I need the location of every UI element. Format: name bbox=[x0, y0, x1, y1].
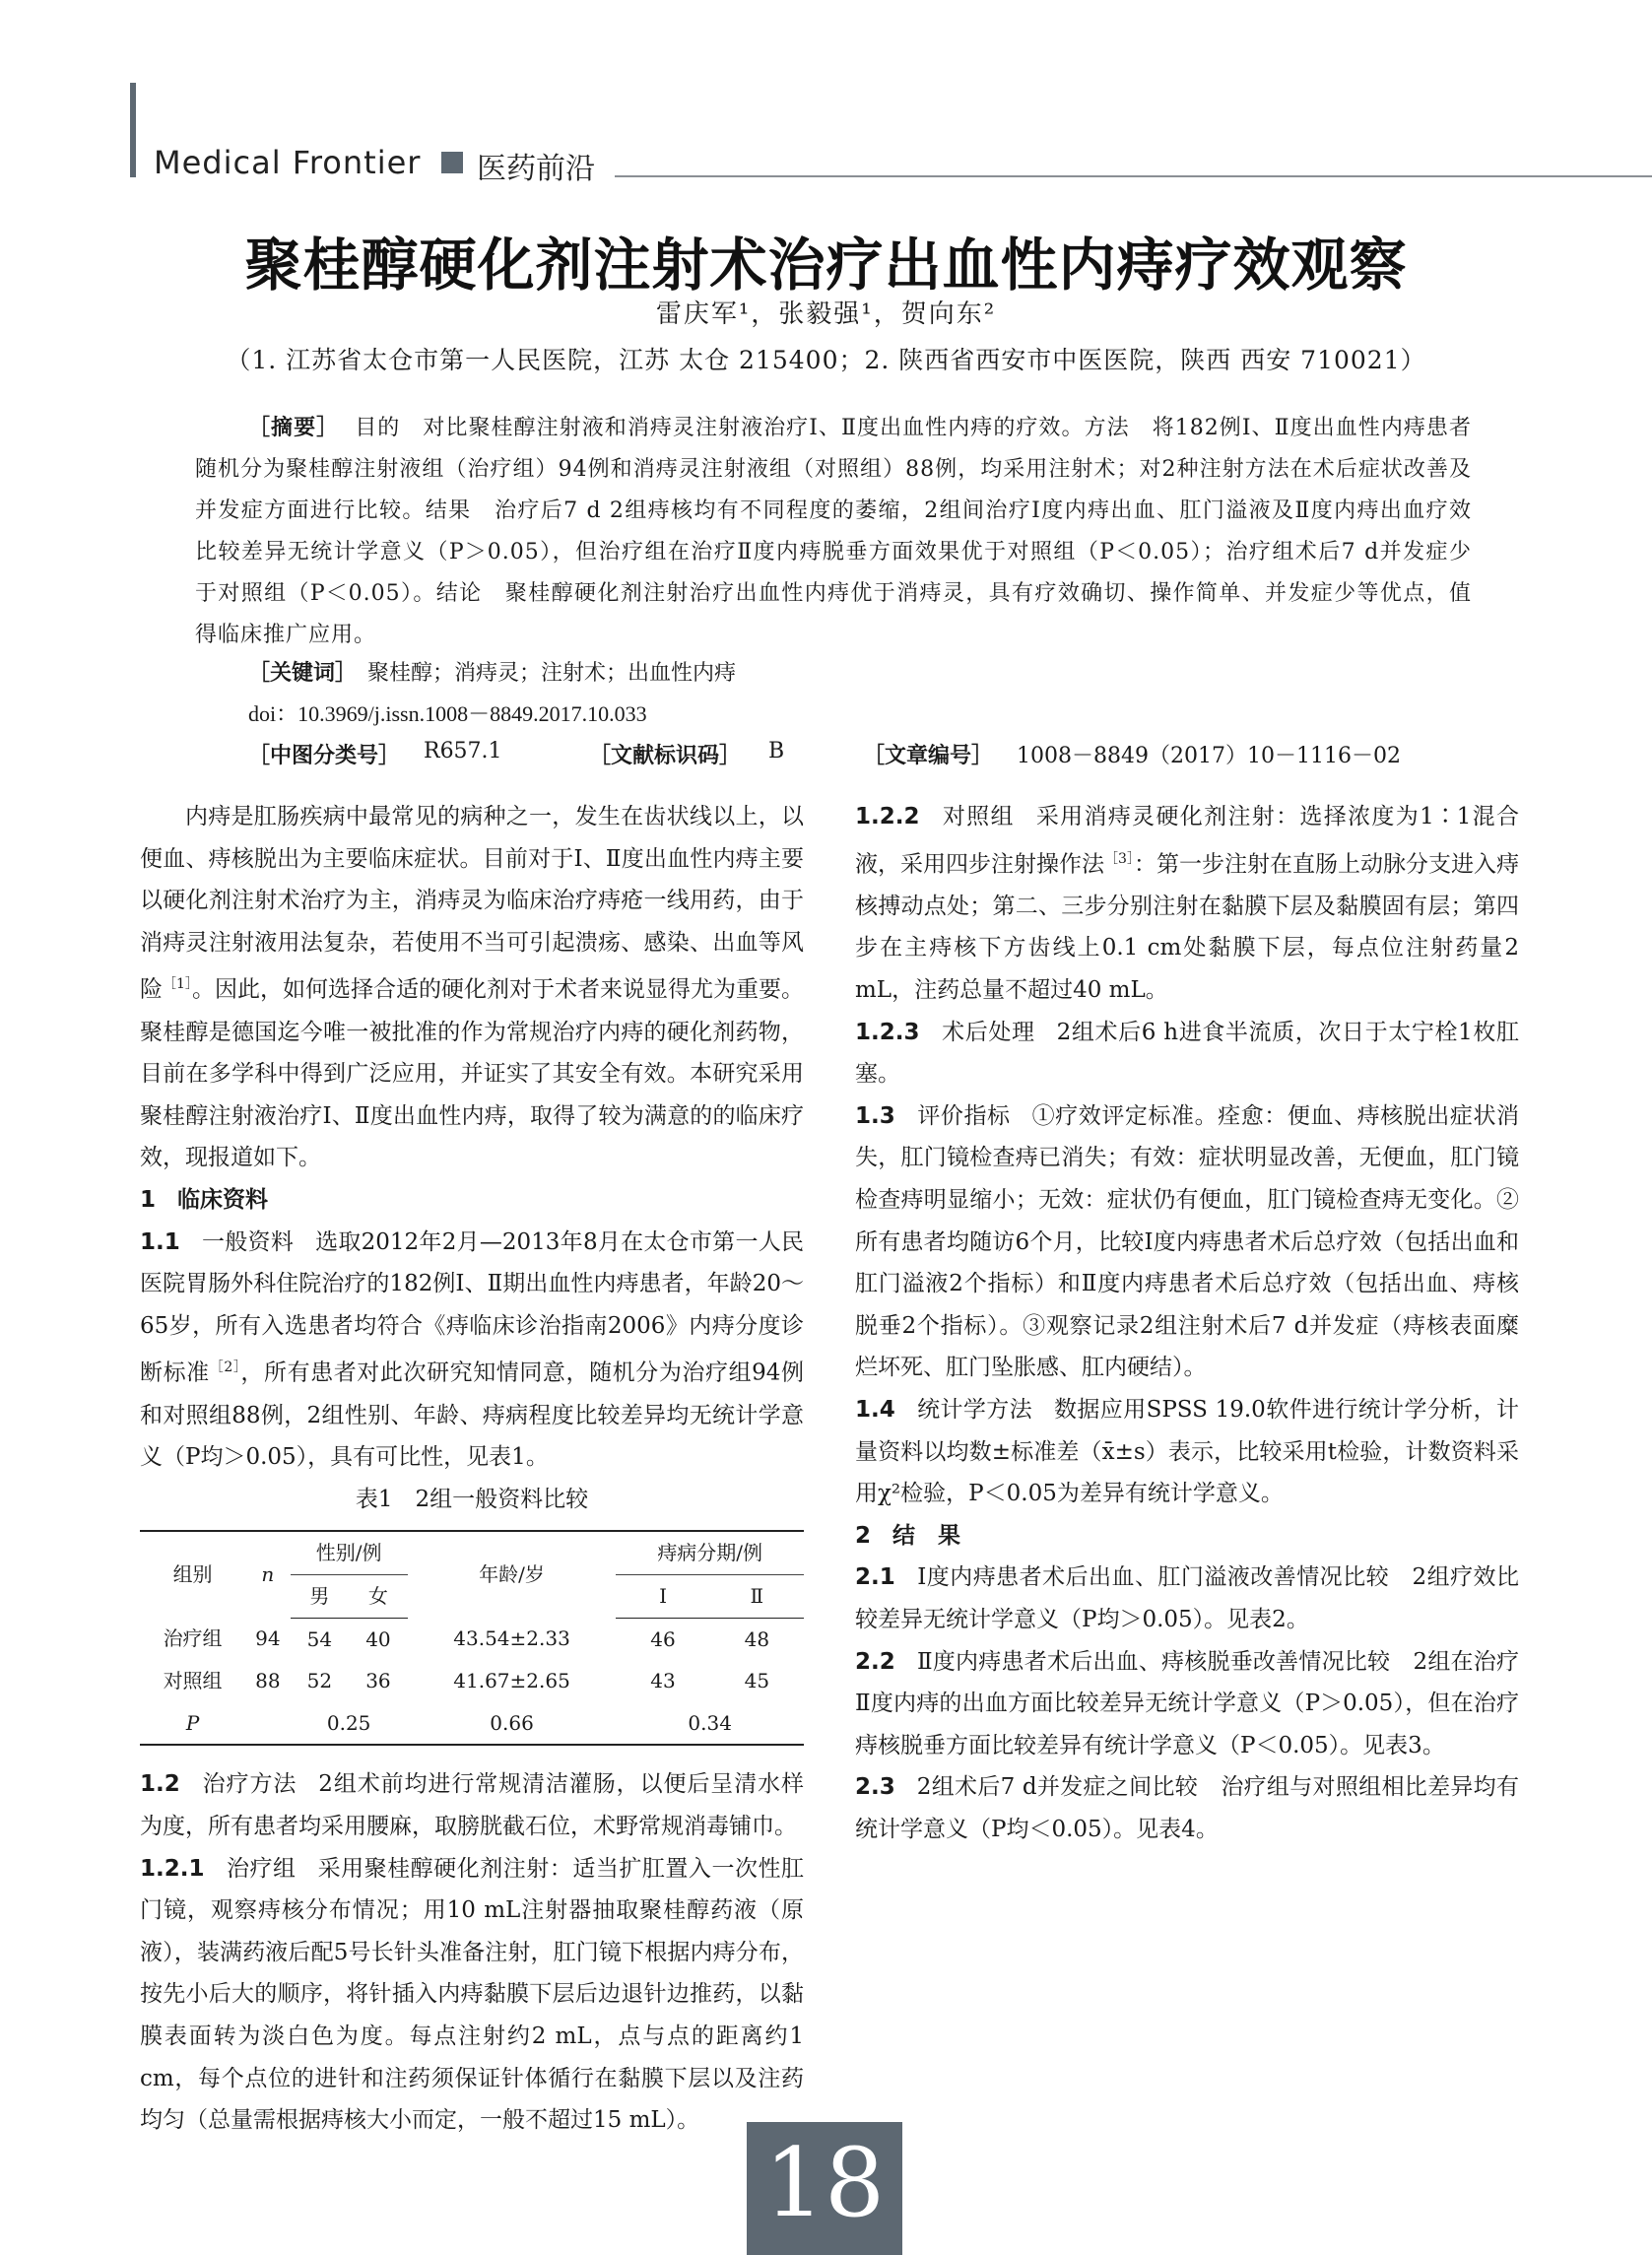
right-column bbox=[855, 796, 1519, 1851]
intro-paragraph: 内痔是肛肠疾病中最常见的病种之一，发生在齿状线以上，以便血、痔核脱出为主要临床症状。目前对于Ⅰ、Ⅱ度出血性内痔主要以硬化剂注射术治疗为主，消痔灵为临床治疗痔疮一线用药，由于消痔灵注射液用法复杂，若使用不当可引起溃疡、感染、出血等风险$^{[1]}$。因此，如何选择合适的硬化剂对于术者来说显得尤为重要。聚桂醇是德国迄今唯一被批准的作为常规治疗内痔的硬化剂药物，目前在多学科中得到广泛应用，并证实了其安全有效。本研究采用聚桂醇注射液治疗Ⅰ、Ⅱ度出血性内痔，取得了较为满意的的临床疗效，现报道如下。 bbox=[140, 804, 805, 1171]
keywords-label: ［关键词］ bbox=[248, 661, 347, 686]
table-1 bbox=[140, 1530, 804, 1746]
doc-value: B bbox=[768, 739, 785, 763]
article-authors: 雷庆军¹，张毅强¹，贺向东² bbox=[655, 299, 997, 329]
section-1-2-3: 1.2.3 术后处理 2组术后6 h进食半流质，次日于太宁栓1枚肛塞。 bbox=[855, 1019, 1519, 1088]
table-header: 组别 bbox=[172, 1562, 213, 1587]
keywords-text: 聚桂醇；消痔灵；注射术；出血性内痔 bbox=[367, 661, 737, 686]
table-header: 年龄/岁 bbox=[479, 1562, 545, 1587]
header-square-icon bbox=[441, 152, 463, 173]
article-affiliations: （1. 江苏省太仓市第一人民医院，江苏 太仓 215400；2. 陕西省西安市中医医院，陕西 西安 710021） bbox=[226, 346, 1426, 374]
section-2-1: 2.1 Ⅰ度内痔患者术后出血、肛门溢液改善情况比较 2组疗效比较差异无统计学意义（P均＞0.05）。见表2。 bbox=[855, 1564, 1519, 1632]
doc-label: ［文献标识码］ bbox=[589, 744, 742, 768]
table-row: 对照组 88 52 36 41.67±2.65 43 45 bbox=[163, 1669, 770, 1693]
section-1-2-2: 1.2.2 对照组 采用消痔灵硬化剂注射：选择浓度为1∶1混合液，采用四步注射操作法$^{[3]}$：第一步注射在直肠上动脉分支进入痔核搏动点处；第二、三步分别注射在黏膜下层及黏膜固有层；第四步在主痔核下方齿线上0.1 cm处黏膜下层，每点位注射药量2 mL，注药总量不超过40 mL。 bbox=[855, 804, 1519, 1004]
abstract bbox=[195, 408, 1472, 656]
table-header: 男 bbox=[291, 1575, 350, 1619]
keywords bbox=[248, 656, 736, 687]
abstract-text: 目的 对比聚桂醇注射液和消痔灵注射液治疗Ⅰ、Ⅱ度出血性内痔的疗效。方法 将182例Ⅰ、Ⅱ度出血性内痔患者随机分为聚桂醇注射液组（治疗组）94例和消痔灵注射液组（对照组）88例，均采用注射术；对2种注射方法在术后症状改善及并发症方面进行比较。结果 治疗后7 d 2组痔核均有不同程度的萎缩，2组间治疗Ⅰ度内痔出血、肛门溢液及Ⅱ度内痔出血疗效比较差异无统计学意义（P＞0.05），但治疗组在治疗Ⅱ度内痔脱垂方面效果优于对照组（P＜0.05）；治疗组术后7 d并发症少于对照组（P＜0.05）。结论 聚桂醇硬化剂注射治疗出血性内痔优于消痔灵，具有疗效确切、操作简单、并发症少等优点，值得临床推广应用。 bbox=[195, 416, 1472, 647]
art-label: ［文章编号］ bbox=[863, 744, 994, 768]
abstract-label: ［摘要］ bbox=[248, 416, 340, 440]
table-header: Ⅰ bbox=[616, 1575, 709, 1619]
table-row-p: P 0.25 0.66 0.34 bbox=[185, 1710, 732, 1735]
table-header: Ⅱ bbox=[710, 1575, 804, 1619]
clc-label: ［中图分类号］ bbox=[248, 744, 401, 768]
journal-name-cn: 医药前沿 bbox=[477, 152, 595, 186]
table-header: 痔病分期/例 bbox=[616, 1531, 804, 1574]
table-caption: 表1 2组一般资料比较 bbox=[355, 1486, 589, 1512]
section-1-2: 1.2 治疗方法 2组术前均进行常规清洁灌肠，以便后呈清水样为度，所有患者均采用腰麻，取膀胱截石位，术野常规消毒铺巾。 bbox=[140, 1771, 805, 1839]
section-1-1: 1.1 一般资料 选取2012年2月—2013年8月在太仓市第一人民医院胃肠外科住院治疗的182例Ⅰ、Ⅱ期出血性内痔患者，年龄20～65岁，所有入选患者均符合《痔临床诊治指南2006》内痔分度诊断标准$^{[2]}$，所有患者对此次研究知情同意，随机分为治疗组94例和对照组88例，2组性别、年龄、痔病程度比较差异均无统计学意义（P均＞0.05），具有可比性，见表1。 bbox=[140, 1228, 804, 1471]
citation: ［3］ bbox=[1104, 850, 1134, 867]
left-column bbox=[140, 796, 804, 2142]
section-1-3: 1.3 评价指标 ①疗效评定标准。痊愈：便血、痔核脱出症状消失，肛门镜检查痔已消失；有效：症状明显改善，无便血，肛门镜检查痔明显缩小；无效：症状仍有便血，肛门镜检查痔无变化。②所有患者均随访6个月，比较Ⅰ度内痔患者术后总疗效（包括出血和肛门溢液2个指标）和Ⅱ度内痔患者术后总疗效（包括出血、痔核脱垂2个指标）。③观察记录2组注射术后7 d并发症（痔核表面糜烂坏死、肛门坠胀感、肛内硬结）。 bbox=[855, 1102, 1520, 1381]
section-2-3: 2.3 2组术后7 d并发症之间比较 治疗组与对照组相比差异均有统计学意义（P均＜0.05）。见表4。 bbox=[855, 1774, 1519, 1842]
table-header: 女 bbox=[349, 1575, 408, 1619]
page-number: 18 bbox=[763, 2128, 886, 2238]
section-heading: 1 临床资料 bbox=[140, 1187, 269, 1213]
section-1-2-1: 1.2.1 治疗组 采用聚桂醇硬化剂注射：适当扩肛置入一次性肛门镜，观察痔核分布情况；用10 mL注射器抽取聚桂醇药液（原液），装满药液后配5号长针头准备注射，肛门镜下根据内痔分布，按先小后大的顺序，将针插入内痔黏膜下层后边退针边推药，以黏膜表面转为淡白色为度。每点注射约2 mL，点与点的距离约1 cm，每个点位的进针和注药须保证针体循行在黏膜下层以及注药均匀（总量需根据痔核大小而定，一般不超过15 mL）。 bbox=[140, 1855, 805, 2134]
citation: ［2］ bbox=[209, 1360, 241, 1376]
section-2-2: 2.2 Ⅱ度内痔患者术后出血、痔核脱垂改善情况比较 2组在治疗Ⅱ度内痔的出血方面比较差异无统计学意义（P＞0.05），但在治疗痔核脱垂方面比较差异有统计学意义（P＜0.05）。见表3。 bbox=[855, 1648, 1519, 1758]
citation: ［1］ bbox=[163, 976, 192, 993]
table-header: 性别/例 bbox=[291, 1531, 408, 1574]
section-1-4: 1.4 统计学方法 数据应用SPSS 19.0软件进行统计学分析，计量资料以均数±标准差（x̄±s）表示，比较采用t检验，计数资料采用χ²检验，P＜0.05为差异有统计学意义。 bbox=[855, 1396, 1520, 1507]
table-header: n bbox=[261, 1562, 275, 1587]
table-row: 治疗组 94 54 40 43.54±2.33 46 48 bbox=[163, 1626, 770, 1651]
article-title: 聚桂醇硬化剂注射术治疗出血性内痔疗效观察 bbox=[244, 232, 1408, 298]
journal-name-en: Medical Frontier bbox=[154, 144, 422, 181]
clc-value: R657.1 bbox=[424, 739, 502, 763]
header-rule bbox=[615, 175, 1652, 177]
section-heading: 2 结 果 bbox=[855, 1522, 961, 1549]
art-value: 1008－8849（2017）10－1116－02 bbox=[1017, 744, 1401, 768]
header-accent-bar bbox=[130, 83, 136, 177]
doi: doi：10.3969/j.issn.1008－8849.2017.10.033 bbox=[248, 701, 647, 726]
